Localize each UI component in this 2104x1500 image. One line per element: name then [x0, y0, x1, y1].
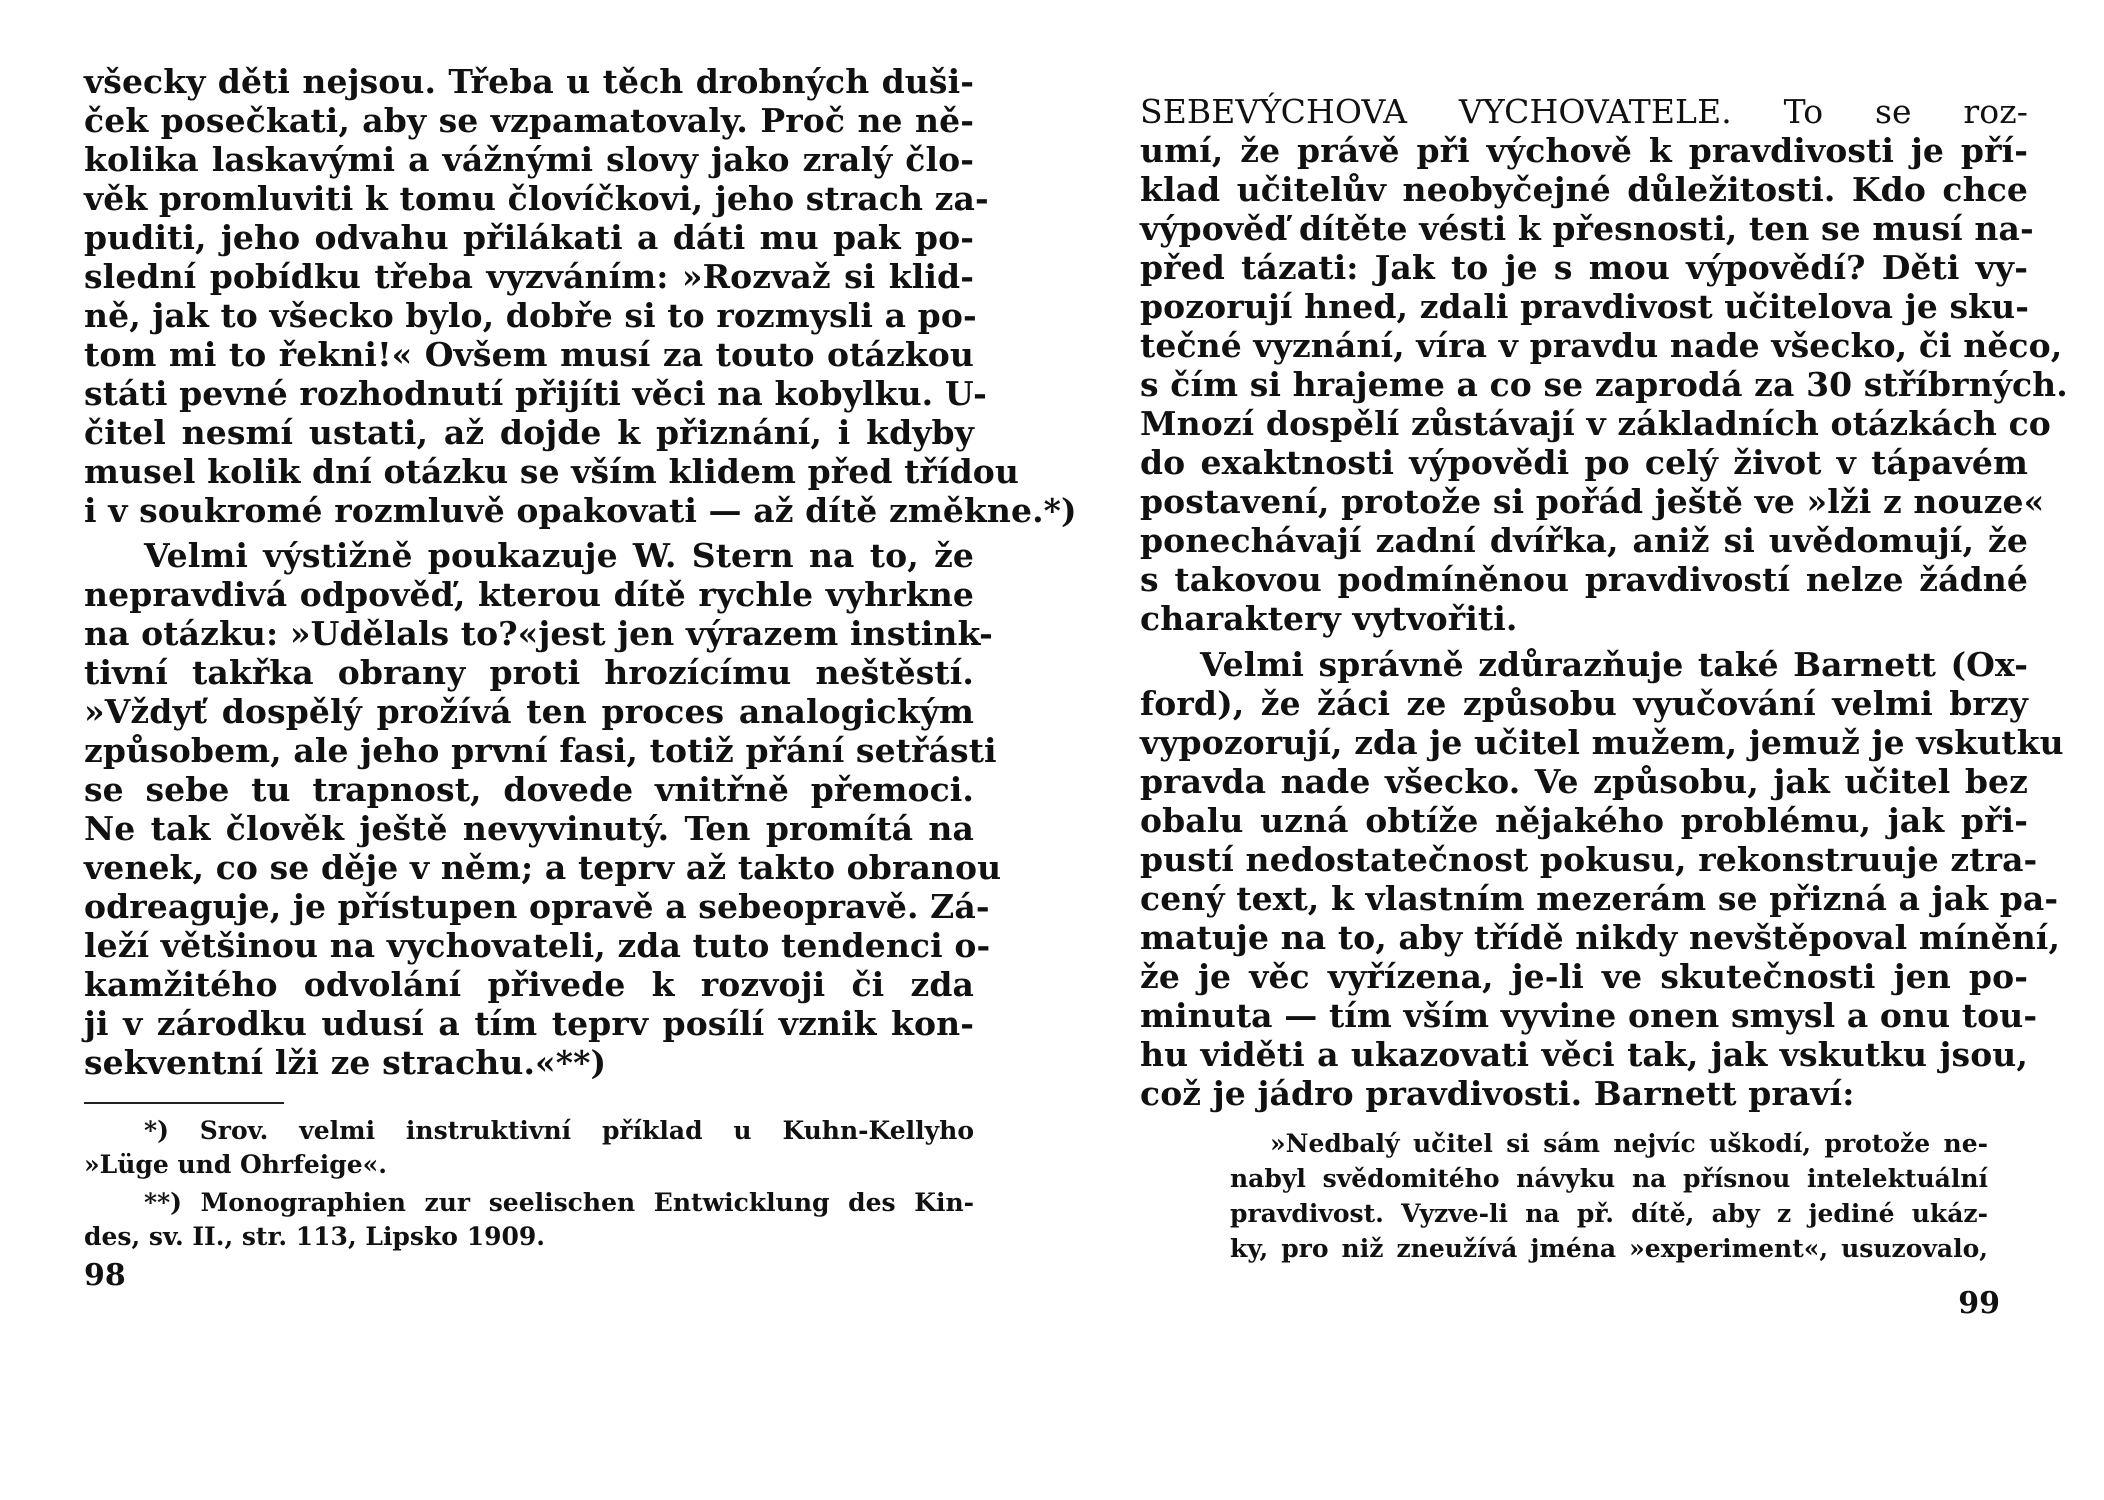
page-number: 99 — [1958, 1286, 2000, 1321]
text-line: kamžitého odvolání přivede k rozvoji či zda — [84, 965, 974, 1004]
text-line: s čím si hrajeme a co se zaprodá za 30 stříbrných. — [1140, 365, 2068, 404]
text-line: postavení, protože si pořád ještě ve »lži z nouze« — [1140, 482, 2045, 521]
text-line: tečné vyznání, víra v pravdu nade všecko, či něco, — [1140, 326, 2063, 365]
text-line: i v soukromé rozmluvě opakovati — až dítě změkne.*) — [84, 491, 1077, 530]
text-line: puditi, jeho odvahu přilákati a dáti mu pak po- — [84, 218, 974, 257]
text-line: sekventní lži ze strachu.«**) — [84, 1043, 607, 1082]
text-line: Velmi správně zdůrazňuje také Barnett (Ox- — [1200, 645, 2028, 684]
text-line: výpověď dítěte vésti k přesnosti, ten se musí na- — [1140, 209, 2034, 248]
footnote-rule — [84, 1102, 284, 1104]
text-line: ček posečkati, aby se vzpamatovaly. Proč ne ně- — [84, 101, 974, 140]
text-line: věk promluviti k tomu človíčkovi, jeho strach za- — [84, 179, 989, 218]
text-line: pravda nade všecko. Ve způsobu, jak učitel bez — [1140, 762, 2028, 801]
text-line: před tázati: Jak to je s mou výpovědí? Děti vy- — [1140, 248, 2028, 287]
text-line: což je jádro pravdivosti. Barnett praví: — [1140, 1074, 1855, 1113]
text-line: charaktery vytvořiti. — [1140, 599, 1518, 638]
text-line: ford), že žáci ze způsobu vyučování velmi brzy — [1140, 684, 2028, 723]
text-line: slední pobídku třeba vyzváním: »Rozvaž si klid- — [84, 257, 974, 296]
text-line: hu viděti a ukazovati věci tak, jak vskutku jsou, — [1140, 1035, 2028, 1074]
text-line: vypozorují, zda je učitel mužem, jemuž je vskutku — [1140, 723, 2064, 762]
text-line: minuta — tím vším vyvine onen smysl a onu tou- — [1140, 996, 2038, 1035]
left-page — [84, 0, 1077, 1500]
text-line: ji v zárodku udusí a tím teprv posílí vznik kon- — [84, 1004, 974, 1043]
text-line: klad učitelův neobyčejné důležitosti. Kdo chce — [1140, 170, 2028, 209]
text-line: státi pevné rozhodnutí přijíti věci na kobylku. U- — [84, 374, 987, 413]
text-line: do exaktnosti výpovědi po celý život v tápavém — [1140, 443, 2028, 482]
text-line: čitel nesmí ustati, až dojde k přiznání, i kdyby — [84, 413, 974, 452]
right-page — [1140, 0, 2068, 1500]
text-line: musel kolik dní otázku se vším klidem před třídou — [84, 452, 1019, 491]
text-line: odreaguje, je přístupen opravě a sebeopravě. Zá- — [84, 887, 990, 926]
quote-line: »Nedbalý učitel si sám nejvíc uškodí, protože ne- — [1270, 1129, 1988, 1158]
text-line: nepravdivá odpověď, kterou dítě rychle vyhrkne — [84, 575, 974, 614]
text-line: Ne tak člověk ještě nevyvinutý. Ten promítá na — [84, 809, 974, 848]
quote-line: pravdivost. Vyzve-li na př. dítě, aby z jediné ukáz- — [1230, 1199, 1988, 1228]
text-line: Velmi výstižně poukazuje W. Stern na to, že — [144, 536, 974, 575]
footnote-line: des, sv. II., str. 113, Lipsko 1909. — [84, 1222, 545, 1251]
footnote-line: **) Monographien zur seelischen Entwicklung des Kin- — [144, 1188, 974, 1217]
text-line: leží většinou na vychovateli, zda tuto tendenci o- — [84, 926, 991, 965]
text-line: cený text, k vlastním mezerám se přizná a jak pa- — [1140, 879, 2059, 918]
quote-line: nabyl svědomitého návyku na přísnou intelektuální — [1230, 1164, 1988, 1193]
text-line: tivní takřka obrany proti hrozícímu neštěstí. — [84, 653, 974, 692]
text-line: způsobem, ale jeho první fasi, totiž přání setřásti — [84, 731, 997, 770]
text-line: s takovou podmíněnou pravdivostí nelze žádné — [1140, 560, 2028, 599]
text-line: pustí nedostatečnost pokusu, rekonstruuje ztra- — [1140, 840, 2038, 879]
text-line: obalu uzná obtíže nějakého problému, jak při- — [1140, 801, 2028, 840]
page-number: 98 — [84, 1258, 126, 1293]
text-line: »Vždyť dospělý prožívá ten proces analogickým — [84, 692, 974, 731]
footnote-line: *) Srov. velmi instruktivní příklad u Kuhn-Kellyho — [144, 1116, 974, 1145]
text-line: ponechávají zadní dvířka, aniž si uvědomují, že — [1140, 521, 2028, 560]
text-line: matuje na to, aby třídě nikdy nevštěpoval mínění, — [1140, 918, 2061, 957]
text-line: všecky děti nejsou. Třeba u těch drobných duši- — [84, 62, 974, 101]
section-heading-line: SEBEVÝCHOVA VYCHOVATELE. To se roz- — [1140, 92, 2028, 131]
text-line: Mnozí dospělí zůstávají v základních otázkách co — [1140, 404, 2051, 443]
text-line: kolika laskavými a vážnými slovy jako zralý člo- — [84, 140, 974, 179]
text-line: tom mi to řekni!« Ovšem musí za touto otázkou — [84, 335, 974, 374]
text-line: venek, co se děje v něm; a teprv až takto obranou — [84, 848, 1002, 887]
text-line: umí, že právě při výchově k pravdivosti je pří- — [1140, 131, 2028, 170]
quote-line: ky, pro niž zneužívá jména »experiment«, usuzovalo, — [1230, 1234, 1988, 1263]
text-line: na otázku: »Udělals to?«jest jen výrazem instink- — [84, 614, 993, 653]
text-line: ně, jak to všecko bylo, dobře si to rozmysli a po- — [84, 296, 977, 335]
text-line: pozorují hned, zdali pravdivost učitelova je sku- — [1140, 287, 2030, 326]
text-line: že je věc vyřízena, je-li ve skutečnosti jen po- — [1140, 957, 2028, 996]
footnote-line: »Lüge und Ohrfeige«. — [84, 1150, 388, 1179]
text-line: se sebe tu trapnost, dovede vnitřně přemoci. — [84, 770, 974, 809]
